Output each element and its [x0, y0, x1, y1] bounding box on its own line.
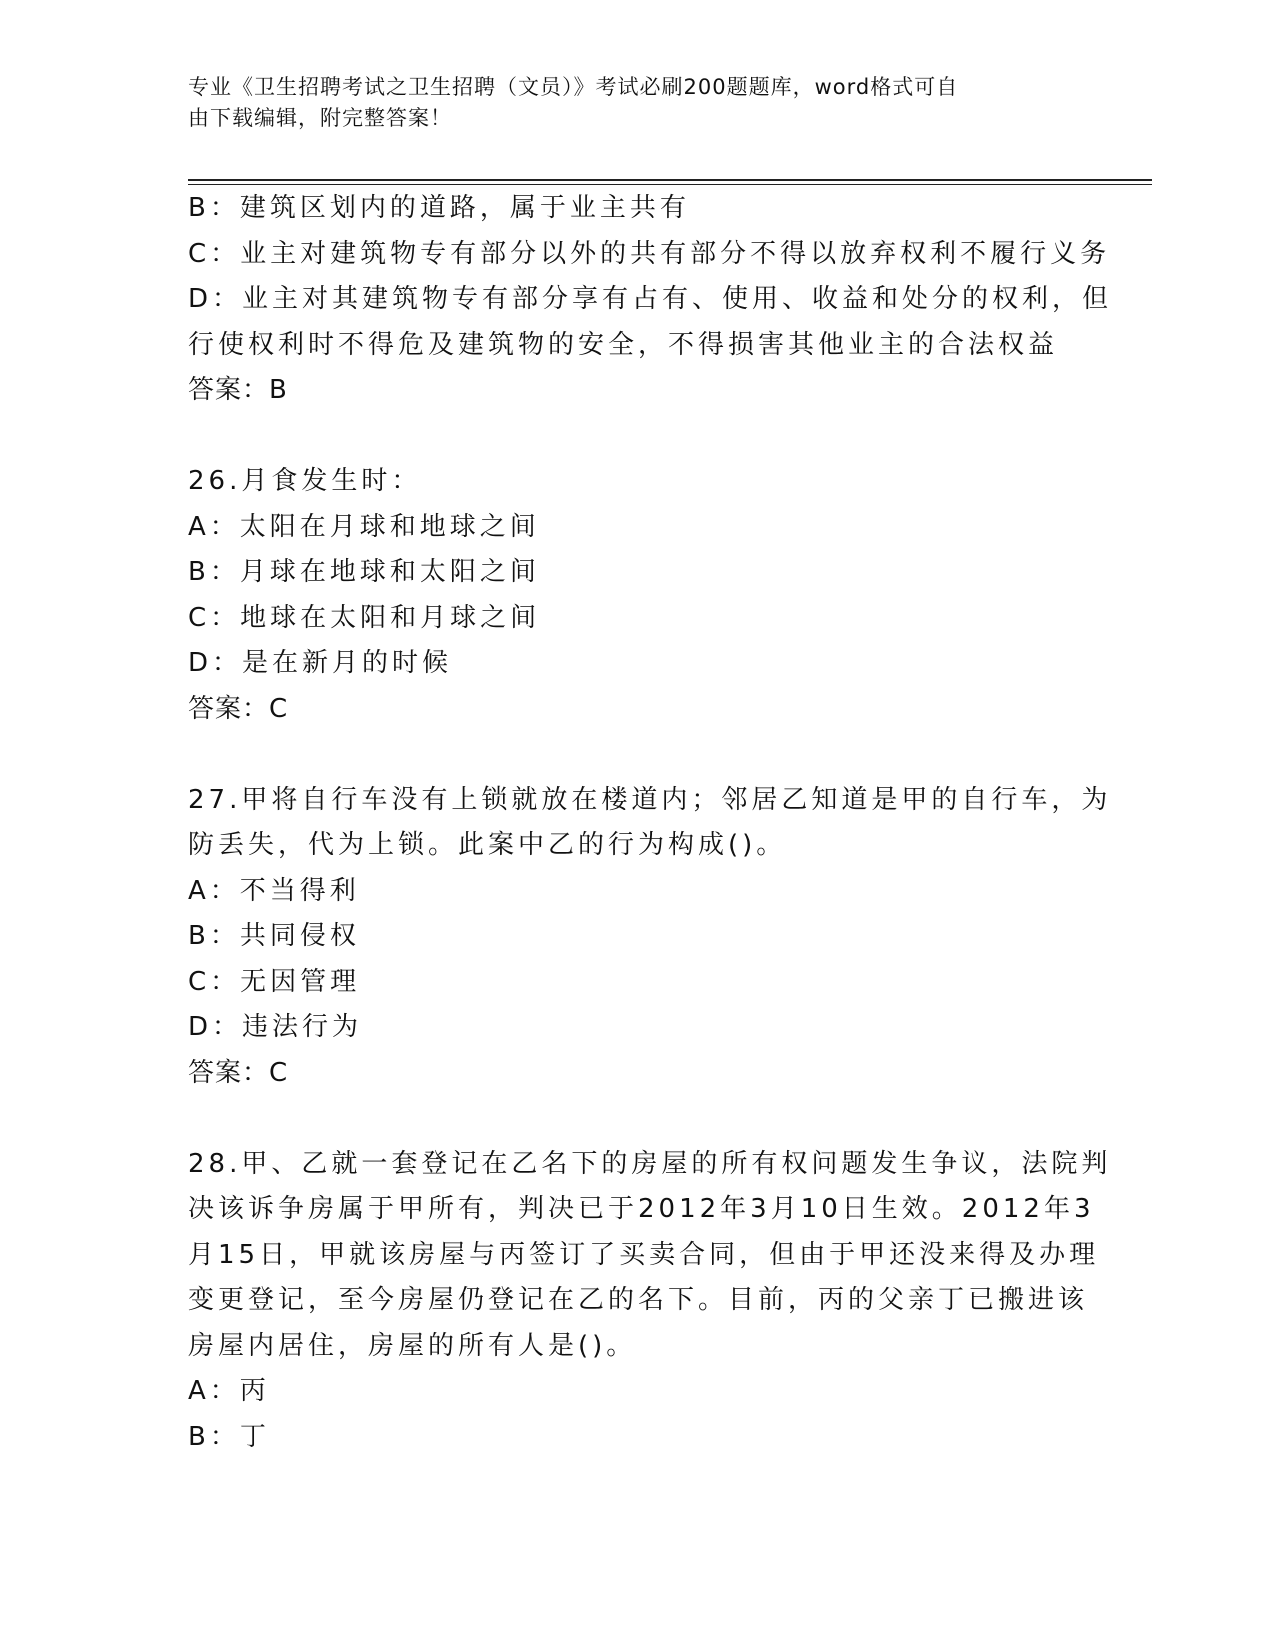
question-list — [188, 186, 1113, 1460]
question-text: 26.月食发生时： — [188, 466, 422, 496]
question-text-continued: 月15日，甲就该房屋与丙签订了买卖合同，但由于甲还没来得及办理 — [188, 1239, 1100, 1270]
header-title-line-1: 专业《卫生招聘考试之卫生招聘（文员）》考试必刷200题题库，word格式可自 — [188, 75, 959, 99]
option-c: C：业主对建筑物专有部分以外的共有部分不得以放弃权利不履行义务 — [188, 238, 1111, 269]
header-divider-thick — [188, 179, 1152, 181]
option-a: A：不当得利 — [188, 875, 360, 906]
option-b: B：月球在地球和太阳之间 — [188, 557, 540, 587]
option-b: B：丁 — [188, 1421, 270, 1452]
option-d-continued: 行使权利时不得危及建筑物的安全，不得损害其他业主的合法权益 — [188, 329, 1059, 360]
answer: 答案：B — [188, 375, 288, 405]
question-27 — [188, 778, 1112, 1097]
question-28 — [188, 1142, 1112, 1461]
question-text-continued: 变更登记，至今房屋仍登记在乙的名下。目前，丙的父亲丁已搬进该 — [188, 1285, 1089, 1315]
option-b: B：共同侵权 — [188, 921, 360, 951]
question-text-continued: 防丢失，代为上锁。此案中乙的行为构成()。 — [188, 830, 787, 860]
question-text: 28.甲、乙就一套登记在乙名下的房屋的所有权问题发生争议，法院判 — [188, 1148, 1112, 1179]
spacer — [188, 414, 1088, 460]
option-d: D：是在新月的时候 — [188, 648, 453, 678]
option-a: A：丙 — [188, 1376, 270, 1406]
option-d: D：业主对其建筑物专有部分享有占有、使用、收益和处分的权利，但 — [188, 284, 1113, 314]
question-text: 27.甲将自行车没有上锁就放在楼道内；邻居乙知道是甲的自行车，为 — [188, 784, 1112, 815]
option-a: A：太阳在月球和地球之间 — [188, 511, 540, 542]
option-c: C：地球在太阳和月球之间 — [188, 602, 541, 633]
header-title-line-2: 由下载编辑，附完整答案！ — [188, 106, 452, 130]
answer: 答案：C — [188, 693, 289, 724]
spacer — [188, 732, 1088, 778]
answer: 答案：C — [188, 1057, 289, 1088]
question-25-fragment — [188, 186, 1113, 414]
question-text-continued: 房屋内居住，房屋的所有人是()。 — [188, 1330, 637, 1361]
option-c: C：无因管理 — [188, 966, 361, 997]
question-text-continued: 决该诉争房属于甲所有，判决已于2012年3月10日生效。2012年3 — [188, 1194, 1095, 1224]
spacer — [188, 1096, 1088, 1142]
option-d: D：违法行为 — [188, 1012, 363, 1042]
document-header — [188, 72, 1088, 134]
header-divider-thin — [188, 184, 1152, 185]
option-b: B：建筑区划内的道路，属于业主共有 — [188, 193, 690, 223]
question-26 — [188, 459, 1088, 732]
